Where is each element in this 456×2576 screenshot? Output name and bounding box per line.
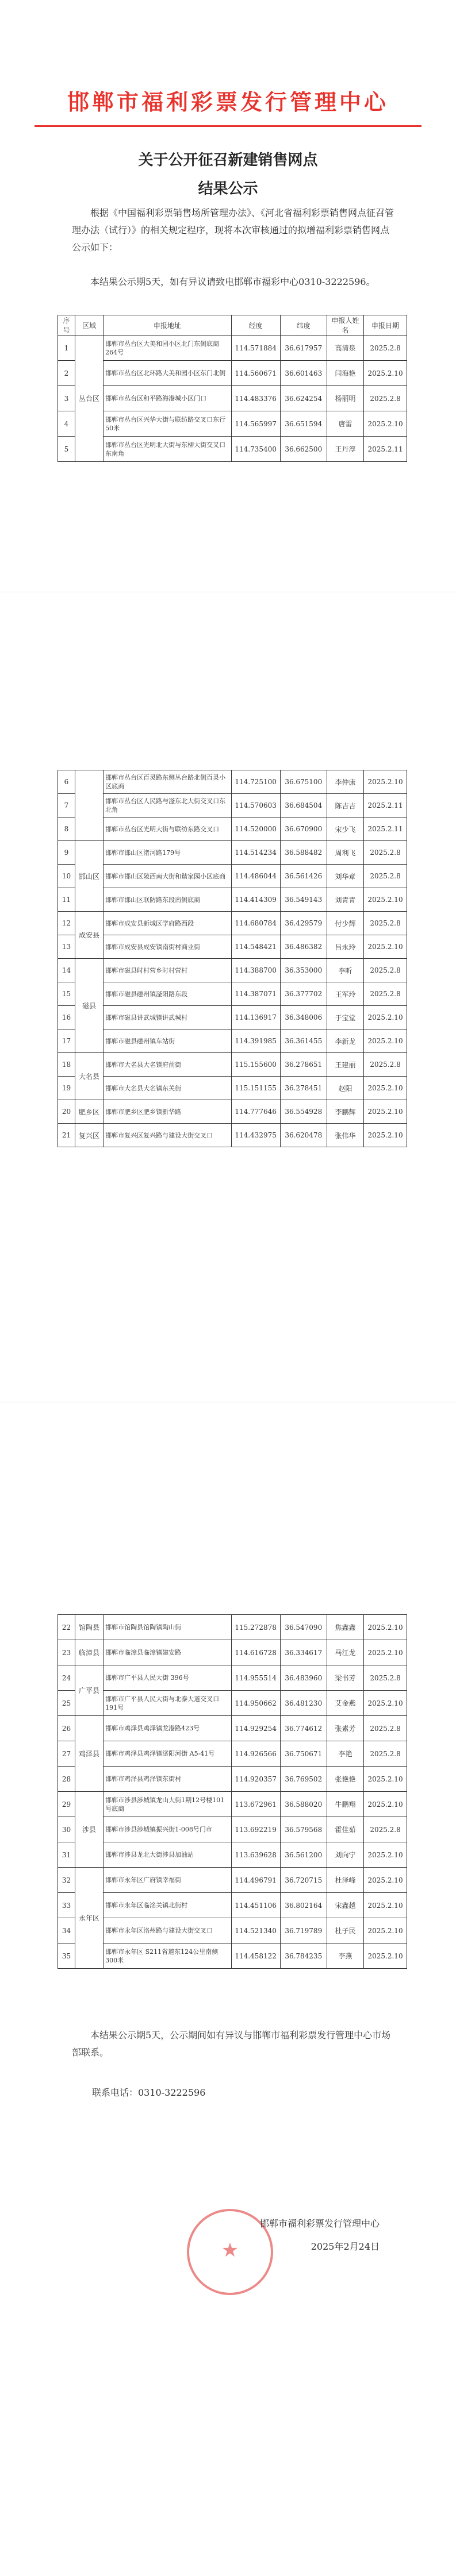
lat-cell: 36.588020 <box>280 1792 327 1817</box>
date-cell: 2025.2.8 <box>364 1817 407 1842</box>
no-cell: 30 <box>58 1817 75 1842</box>
lat-cell: 36.670900 <box>280 817 327 841</box>
lng-cell: 114.950662 <box>231 1691 280 1716</box>
lng-cell: 114.926566 <box>231 1741 280 1767</box>
lat-cell: 36.549143 <box>280 888 327 912</box>
date-cell: 2025.2.11 <box>364 794 407 817</box>
table-row <box>58 1615 407 1640</box>
name-cell: 杜子民 <box>327 1918 363 1943</box>
date-cell: 2025.2.8 <box>364 912 407 935</box>
no-cell: 7 <box>58 794 75 817</box>
seal-star-icon: ★ <box>221 2239 239 2262</box>
table-row <box>58 1077 407 1100</box>
name-cell: 王建丽 <box>327 1053 363 1077</box>
lat-cell: 36.620478 <box>280 1124 327 1147</box>
header-cell: 序号 <box>58 315 75 336</box>
no-cell: 12 <box>58 912 75 935</box>
address-cell: 邯郸市馆陶县馆陶镇陶山街 <box>104 1615 231 1640</box>
lng-cell: 114.514234 <box>231 841 280 865</box>
table-row <box>58 1691 407 1716</box>
name-cell: 张伟华 <box>327 1124 363 1147</box>
name-cell: 李昕 <box>327 959 363 982</box>
closing-paragraph: 本结果公示期5天，公示期间如有异议与邯郸市福利彩票发行管理中心市场部联系。 <box>72 2030 391 2058</box>
table-row <box>58 1053 407 1077</box>
date-cell: 2025.2.10 <box>364 1100 407 1124</box>
name-cell: 赵阳 <box>327 1077 363 1100</box>
no-cell: 21 <box>58 1124 75 1147</box>
address-cell: 邯郸市邯山区陵西南大街和谐家园小区底商 <box>104 865 231 888</box>
no-cell: 29 <box>58 1792 75 1817</box>
name-cell: 宋鑫越 <box>327 1893 363 1918</box>
address-cell: 邯郸市永年区临洺关镇北街村 <box>104 1893 231 1918</box>
lat-cell: 36.720715 <box>280 1868 327 1893</box>
name-cell: 艾金燕 <box>327 1691 363 1716</box>
notice-paragraph: 本结果公示期5天，如有异议请致电邯郸市福彩中心0310-3222596。 <box>90 276 375 287</box>
header-cell: 区域 <box>75 315 103 336</box>
lat-cell: 36.561200 <box>280 1842 327 1868</box>
lat-cell: 36.353000 <box>280 959 327 982</box>
doc-title-line-2: 结果公示 <box>198 180 258 198</box>
table-row <box>58 1029 407 1053</box>
address-cell: 邯郸市广平县人民大街 396号 <box>104 1665 231 1691</box>
name-cell: 李仲康 <box>327 770 363 794</box>
address-cell: 邯郸市大名县大名镇东关街 <box>104 1077 231 1100</box>
table-row <box>58 817 407 841</box>
lng-cell: 114.616728 <box>231 1640 280 1665</box>
date-cell: 2025.2.10 <box>364 1640 407 1665</box>
lat-cell: 36.784235 <box>280 1943 327 1969</box>
name-cell: 焦鑫鑫 <box>327 1615 363 1640</box>
table-row <box>58 1767 407 1792</box>
no-cell: 2 <box>58 361 75 386</box>
table-row <box>58 1893 407 1918</box>
date-cell: 2025.2.11 <box>364 817 407 841</box>
lat-cell: 36.750671 <box>280 1741 327 1767</box>
date-cell: 2025.2.10 <box>364 1029 407 1053</box>
name-cell: 于宝堂 <box>327 1006 363 1029</box>
no-cell: 17 <box>58 1029 75 1053</box>
lng-cell: 114.777646 <box>231 1100 280 1124</box>
table-row <box>58 1741 407 1767</box>
region-cell: 临漳县 <box>75 1640 103 1665</box>
name-cell: 牛鹏翔 <box>327 1792 363 1817</box>
no-cell: 13 <box>58 935 75 959</box>
table-row <box>58 865 407 888</box>
table-row <box>58 437 407 462</box>
table-row <box>58 912 407 935</box>
name-cell: 李燕 <box>327 1943 363 1969</box>
doc-title-line-1: 关于公开征召新建销售网点 <box>138 152 318 169</box>
table-row <box>58 1716 407 1741</box>
header-cell: 纬度 <box>280 315 327 336</box>
table-row <box>58 411 407 437</box>
outlet-table-page-2 <box>58 770 407 1147</box>
date-cell: 2025.2.10 <box>364 1691 407 1716</box>
lat-cell: 36.481230 <box>280 1691 327 1716</box>
table-header-row <box>58 315 407 336</box>
lat-cell: 36.561426 <box>280 865 327 888</box>
date-cell: 2025.2.10 <box>364 770 407 794</box>
lat-cell: 36.429579 <box>280 912 327 935</box>
table-row <box>58 1842 407 1868</box>
no-cell: 32 <box>58 1868 75 1893</box>
lng-cell: 113.672961 <box>231 1792 280 1817</box>
table-row <box>58 841 407 865</box>
address-cell: 邯郸市永年区广府镇幸福街 <box>104 1868 231 1893</box>
region-cell: 成安县 <box>75 912 103 959</box>
no-cell: 35 <box>58 1943 75 1969</box>
address-cell: 邯郸市广平县人民大街与北泰大道交叉口191号 <box>104 1691 231 1716</box>
date-cell: 2025.2.8 <box>364 1716 407 1741</box>
no-cell: 27 <box>58 1741 75 1767</box>
table-row <box>58 1918 407 1943</box>
table-row <box>58 1943 407 1969</box>
table-row <box>58 1792 407 1817</box>
name-cell: 付少辉 <box>327 912 363 935</box>
lng-cell: 115.151155 <box>231 1077 280 1100</box>
address-cell: 邯郸市磁县讲武城镇讲武城村 <box>104 1006 231 1029</box>
lat-cell: 36.334617 <box>280 1640 327 1665</box>
table-row <box>58 1868 407 1893</box>
address-cell: 邯郸市大名县大名镇府前街 <box>104 1053 231 1077</box>
no-cell: 20 <box>58 1100 75 1124</box>
address-cell: 邯郸市丛台区百灵路东侧丛台路北侧百灵小区底商 <box>104 770 231 794</box>
date-cell: 2025.2.10 <box>364 888 407 912</box>
no-cell: 25 <box>58 1691 75 1716</box>
lat-cell: 36.774612 <box>280 1716 327 1741</box>
no-cell: 5 <box>58 437 75 462</box>
no-cell: 26 <box>58 1716 75 1741</box>
table-row <box>58 1006 407 1029</box>
date-cell: 2025.2.10 <box>364 1767 407 1792</box>
address-cell: 邯郸市临漳县临漳镇建安路 <box>104 1640 231 1665</box>
lat-cell: 36.361455 <box>280 1029 327 1053</box>
address-cell: 邯郸市丛台区兴华大街与联纺路交叉口东行50米 <box>104 411 231 437</box>
name-cell: 张艳艳 <box>327 1767 363 1792</box>
region-cell <box>75 770 103 841</box>
name-cell: 霍佳茹 <box>327 1817 363 1842</box>
lng-cell: 113.639628 <box>231 1842 280 1868</box>
lat-cell: 36.579568 <box>280 1817 327 1842</box>
date-cell: 2025.2.10 <box>364 411 407 437</box>
region-cell: 鸡泽县 <box>75 1716 103 1792</box>
outlet-table-page-1 <box>58 315 407 462</box>
lat-cell: 36.348006 <box>280 1006 327 1029</box>
table-row <box>58 361 407 386</box>
date-cell: 2025.2.8 <box>364 959 407 982</box>
no-cell: 16 <box>58 1006 75 1029</box>
name-cell: 刘向宁 <box>327 1842 363 1868</box>
address-cell: 邯郸市永年区洺州路与建设大街交叉口 <box>104 1918 231 1943</box>
lng-cell: 113.692219 <box>231 1817 280 1842</box>
no-cell: 22 <box>58 1615 75 1640</box>
lng-cell: 114.570603 <box>231 794 280 817</box>
lat-cell: 36.662500 <box>280 437 327 462</box>
address-cell: 邯郸市成安县新城区学府路西段 <box>104 912 231 935</box>
date-cell: 2025.2.10 <box>364 1943 407 1969</box>
region-cell: 广平县 <box>75 1665 103 1716</box>
header-cell: 申报日期 <box>364 315 407 336</box>
lng-cell: 114.458122 <box>231 1943 280 1969</box>
table-row <box>58 1100 407 1124</box>
lat-cell: 36.554928 <box>280 1100 327 1124</box>
name-cell: 唐雷 <box>327 411 363 437</box>
no-cell: 34 <box>58 1918 75 1943</box>
no-cell: 15 <box>58 982 75 1006</box>
header-rule <box>35 125 421 127</box>
region-cell: 丛台区 <box>75 336 103 462</box>
lng-cell: 114.451106 <box>231 1893 280 1918</box>
no-cell: 33 <box>58 1893 75 1918</box>
name-cell: 王丹淳 <box>327 437 363 462</box>
lng-cell: 114.520000 <box>231 817 280 841</box>
no-cell: 31 <box>58 1842 75 1868</box>
date-cell: 2025.2.8 <box>364 1741 407 1767</box>
no-cell: 24 <box>58 1665 75 1691</box>
lat-cell: 36.719789 <box>280 1918 327 1943</box>
org-title: 邯郸市福利彩票发行管理中心 <box>67 90 389 115</box>
address-cell: 邯郸市丛台区北环路大美和园小区东门北侧 <box>104 361 231 386</box>
address-cell: 邯郸市邯山区联防路东段南侧底商 <box>104 888 231 912</box>
lat-cell: 36.601463 <box>280 361 327 386</box>
date-cell: 2025.2.10 <box>364 1006 407 1029</box>
name-cell: 宋少飞 <box>327 817 363 841</box>
name-cell: 周利飞 <box>327 841 363 865</box>
no-cell: 23 <box>58 1640 75 1665</box>
date-cell: 2025.2.8 <box>364 982 407 1006</box>
table-row <box>58 959 407 982</box>
date-cell: 2025.2.10 <box>364 361 407 386</box>
date-cell: 2025.2.10 <box>364 1868 407 1893</box>
header-cell: 申报地址 <box>104 315 231 336</box>
address-cell: 邯郸市涉县涉城镇振兴街1-008号门市 <box>104 1817 231 1842</box>
lng-cell: 114.929254 <box>231 1716 280 1741</box>
lat-cell: 36.588482 <box>280 841 327 865</box>
no-cell: 3 <box>58 386 75 411</box>
lat-cell: 36.769502 <box>280 1767 327 1792</box>
no-cell: 11 <box>58 888 75 912</box>
lng-cell: 114.560671 <box>231 361 280 386</box>
date-cell: 2025.2.8 <box>364 841 407 865</box>
header-cell: 经度 <box>231 315 280 336</box>
signer-name: 邯郸市福利彩票发行管理中心 <box>259 2218 380 2229</box>
lat-cell: 36.675100 <box>280 770 327 794</box>
address-cell: 邯郸市复兴区复兴路与建设大街交叉口 <box>104 1124 231 1147</box>
date-cell: 2025.2.8 <box>364 386 407 411</box>
name-cell: 闫海艳 <box>327 361 363 386</box>
lng-cell: 114.496791 <box>231 1868 280 1893</box>
lng-cell: 114.391985 <box>231 1029 280 1053</box>
name-cell: 梁书芳 <box>327 1665 363 1691</box>
address-cell: 邯郸市磁县时村营乡时村营村 <box>104 959 231 982</box>
lng-cell: 114.483376 <box>231 386 280 411</box>
table-row <box>58 982 407 1006</box>
region-cell: 复兴区 <box>75 1124 103 1147</box>
lng-cell: 115.272878 <box>231 1615 280 1640</box>
region-cell: 永年区 <box>75 1868 103 1969</box>
name-cell: 杜泽峰 <box>327 1868 363 1893</box>
table-row <box>58 770 407 794</box>
lat-cell: 36.483960 <box>280 1665 327 1691</box>
lng-cell: 114.136917 <box>231 1006 280 1029</box>
date-cell: 2025.2.10 <box>364 1918 407 1943</box>
date-cell: 2025.2.11 <box>364 437 407 462</box>
address-cell: 邯郸市鸡泽县鸡泽镇东街村 <box>104 1767 231 1792</box>
intro-paragraph: 根据《中国福利彩票销售场所管理办法》、《河北省福利彩票销售网点征召管理办法（试行）》的相关规定程序，现将本次审核通过的拟增福利彩票销售网点公示如下： <box>72 207 394 253</box>
lng-cell: 114.414309 <box>231 888 280 912</box>
no-cell: 19 <box>58 1077 75 1100</box>
lat-cell: 36.617957 <box>280 336 327 361</box>
table-row <box>58 386 407 411</box>
date-cell: 2025.2.10 <box>364 1615 407 1640</box>
address-cell: 邯郸市磁县磁州镇滏阳路东段 <box>104 982 231 1006</box>
date-cell: 2025.2.10 <box>364 1792 407 1817</box>
name-cell: 李新龙 <box>327 1029 363 1053</box>
address-cell: 邯郸市磁县磁州镇车站街 <box>104 1029 231 1053</box>
address-cell: 邯郸市成安县成安镇南街村商业街 <box>104 935 231 959</box>
region-cell: 邯山区 <box>75 841 103 912</box>
lat-cell: 36.278451 <box>280 1077 327 1100</box>
lng-cell: 114.955514 <box>231 1665 280 1691</box>
table-row <box>58 1665 407 1691</box>
address-cell: 邯郸市肥乡区肥乡镇新华路 <box>104 1100 231 1124</box>
table-row <box>58 1817 407 1842</box>
lng-cell: 115.155600 <box>231 1053 280 1077</box>
date-cell: 2025.2.10 <box>364 1124 407 1147</box>
lng-cell: 114.387071 <box>231 982 280 1006</box>
lng-cell: 114.735400 <box>231 437 280 462</box>
lat-cell: 36.486382 <box>280 935 327 959</box>
lat-cell: 36.684504 <box>280 794 327 817</box>
name-cell: 王军玲 <box>327 982 363 1006</box>
lng-cell: 114.548421 <box>231 935 280 959</box>
lng-cell: 114.725100 <box>231 770 280 794</box>
address-cell: 邯郸市丛台区人民路与滏东北大街交叉口东北角 <box>104 794 231 817</box>
table-row <box>58 794 407 817</box>
name-cell: 刘华章 <box>327 865 363 888</box>
no-cell: 6 <box>58 770 75 794</box>
date-cell: 2025.2.10 <box>364 1893 407 1918</box>
table-row <box>58 336 407 361</box>
lat-cell: 36.278651 <box>280 1053 327 1077</box>
lng-cell: 114.432975 <box>231 1124 280 1147</box>
no-cell: 4 <box>58 411 75 437</box>
region-cell: 大名县 <box>75 1053 103 1100</box>
address-cell: 邯郸市鸡泽县鸡泽镇滏阳河街 A5-41号 <box>104 1741 231 1767</box>
no-cell: 10 <box>58 865 75 888</box>
date-cell: 2025.2.8 <box>364 1665 407 1691</box>
lat-cell: 36.377702 <box>280 982 327 1006</box>
name-cell: 杨丽明 <box>327 386 363 411</box>
address-cell: 邯郸市永年区 S211省道东124公里南侧300米 <box>104 1943 231 1969</box>
outlet-table-page-3 <box>58 1614 407 1969</box>
header-cell: 申报人姓名 <box>327 315 363 336</box>
lat-cell: 36.624254 <box>280 386 327 411</box>
name-cell: 刘青青 <box>327 888 363 912</box>
table-row <box>58 1124 407 1147</box>
address-cell: 邯郸市邯山区渚河路179号 <box>104 841 231 865</box>
address-cell: 邯郸市丛台区光明大街与联纺东路交叉口 <box>104 817 231 841</box>
name-cell: 李鹏辉 <box>327 1100 363 1124</box>
name-cell: 张素芳 <box>327 1716 363 1741</box>
name-cell: 吕永玲 <box>327 935 363 959</box>
address-cell: 邯郸市丛台区光明北大街与东柳大街交叉口东南角 <box>104 437 231 462</box>
address-cell: 邯郸市丛台区和平路海港城小区门口 <box>104 386 231 411</box>
name-cell: 马江龙 <box>327 1640 363 1665</box>
no-cell: 1 <box>58 336 75 361</box>
contact-line: 联系电话：0310-3222596 <box>92 2087 206 2098</box>
org-header <box>35 85 421 119</box>
region-cell: 涉县 <box>75 1792 103 1868</box>
no-cell: 9 <box>58 841 75 865</box>
date-cell: 2025.2.8 <box>364 336 407 361</box>
name-cell: 李艳 <box>327 1741 363 1767</box>
signature-date: 2025年2月24日 <box>311 2241 380 2252</box>
lng-cell: 114.388700 <box>231 959 280 982</box>
lat-cell: 36.547090 <box>280 1615 327 1640</box>
no-cell: 18 <box>58 1053 75 1077</box>
region-cell: 肥乡区 <box>75 1100 103 1124</box>
date-cell: 2025.2.10 <box>364 935 407 959</box>
address-cell: 邯郸市丛台区大美和园小区北门东侧底商264号 <box>104 336 231 361</box>
address-cell: 邯郸市鸡泽县鸡泽镇龙港路423号 <box>104 1716 231 1741</box>
lng-cell: 114.680784 <box>231 912 280 935</box>
lng-cell: 114.571884 <box>231 336 280 361</box>
name-cell: 高清泉 <box>327 336 363 361</box>
address-cell: 邯郸市涉县龙北大街涉县加油站 <box>104 1842 231 1868</box>
lng-cell: 114.521340 <box>231 1918 280 1943</box>
date-cell: 2025.2.8 <box>364 865 407 888</box>
no-cell: 28 <box>58 1767 75 1792</box>
table-row <box>58 935 407 959</box>
lng-cell: 114.486044 <box>231 865 280 888</box>
no-cell: 8 <box>58 817 75 841</box>
lat-cell: 36.802164 <box>280 1893 327 1918</box>
lat-cell: 36.651594 <box>280 411 327 437</box>
lng-cell: 114.565997 <box>231 411 280 437</box>
lng-cell: 114.920357 <box>231 1767 280 1792</box>
date-cell: 2025.2.10 <box>364 1842 407 1868</box>
date-cell: 2025.2.8 <box>364 1053 407 1077</box>
region-cell: 馆陶县 <box>75 1615 103 1640</box>
name-cell: 陈吉吉 <box>327 794 363 817</box>
table-row <box>58 1640 407 1665</box>
region-cell: 磁县 <box>75 959 103 1053</box>
no-cell: 14 <box>58 959 75 982</box>
address-cell: 邯郸市涉县涉城镇龙山大街1期12号楼101号底商 <box>104 1792 231 1817</box>
table-row <box>58 888 407 912</box>
date-cell: 2025.2.10 <box>364 1077 407 1100</box>
